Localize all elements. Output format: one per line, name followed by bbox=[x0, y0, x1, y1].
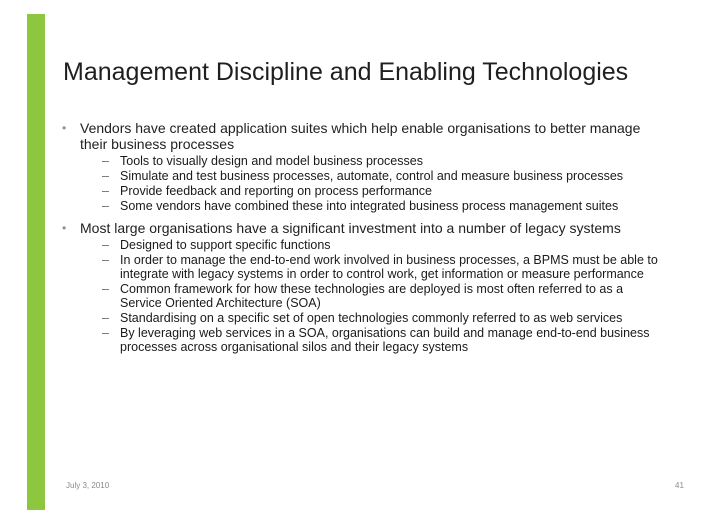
sub-bullet: – Common framework for how these technologies are deployed is most often referred to as a Service Oriented Architecture (SOA) bbox=[80, 282, 665, 310]
slide-content bbox=[60, 120, 665, 355]
bullet-text: Most large organisations have a significant investment into a number of legacy systems bbox=[80, 220, 621, 236]
sub-list bbox=[80, 238, 665, 354]
accent-bar bbox=[27, 14, 45, 510]
sub-bullet: – Tools to visually design and model business processes bbox=[80, 154, 665, 168]
footer-date: July 3, 2010 bbox=[66, 481, 110, 490]
slide-title: Management Discipline and Enabling Technologies bbox=[63, 58, 629, 86]
bullet-vendors bbox=[60, 120, 665, 213]
sub-bullet: – Designed to support specific functions bbox=[80, 238, 665, 252]
bullet-text: Vendors have created application suites which help enable organisations to better manage their business processes bbox=[80, 120, 641, 152]
sub-bullet: – Simulate and test business processes, automate, control and measure business processes bbox=[80, 169, 665, 183]
page-number: 41 bbox=[675, 481, 684, 490]
sub-bullet: – By leveraging web services in a SOA, organisations can build and manage end-to-end business processes across organisational silos and their legacy systems bbox=[80, 326, 665, 354]
bullet-legacy-systems bbox=[60, 220, 665, 354]
sub-bullet: – Some vendors have combined these into integrated business process management suites bbox=[80, 199, 665, 213]
sub-bullet: – Standardising on a specific set of open technologies commonly referred to as web services bbox=[80, 311, 665, 325]
sub-bullet: – Provide feedback and reporting on process performance bbox=[80, 184, 665, 198]
sub-bullet: – In order to manage the end-to-end work involved in business processes, a BPMS must be able to integrate with legacy systems in order to control work, get information or measure performance bbox=[80, 253, 665, 281]
sub-list bbox=[80, 154, 665, 213]
